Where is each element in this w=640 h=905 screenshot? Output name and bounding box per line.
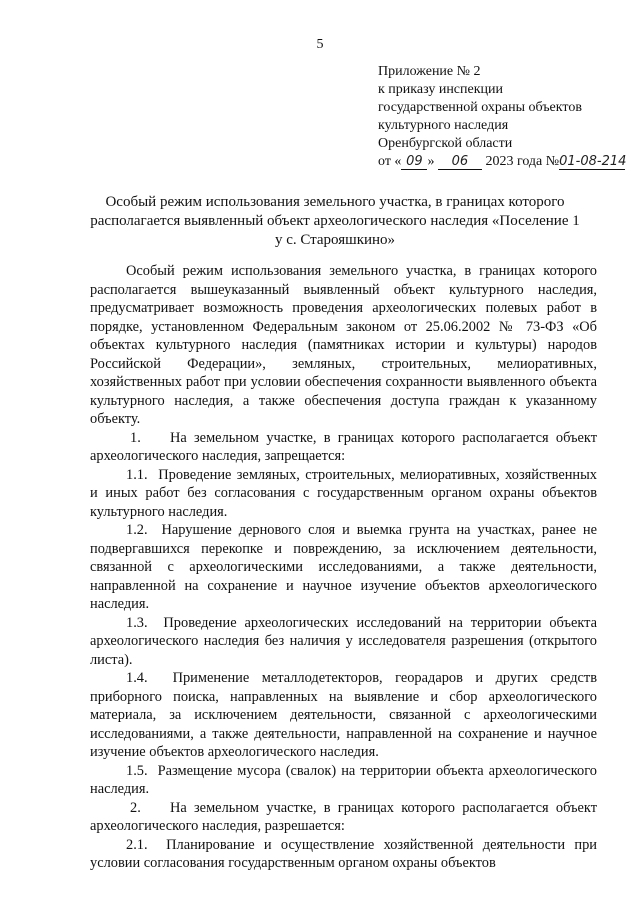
item-text: Нарушение дернового слоя и выемка грунта на участках, ранее не подвергавшихся перекопке и повреждению, за исключением деятельности, связанной с археологическими исследованиями, а также деятельности, направленной на сохранение и научное изучение объектов археологического наследия. — [90, 522, 597, 612]
title-line: у с. Старояшкино» — [274, 232, 396, 248]
item-text: Планирование и осуществление хозяйственной деятельности при условии согласования государственным органом охраны объектов — [90, 836, 597, 871]
item-1-5 — [90, 762, 597, 799]
section-2 — [90, 799, 597, 836]
item-1-2 — [90, 521, 597, 614]
item-number: 1.3. — [126, 614, 148, 631]
item-2-1 — [90, 836, 597, 873]
month-value: 06 — [438, 154, 482, 170]
item-number: 1.5. — [126, 762, 148, 779]
appendix-block — [378, 63, 628, 171]
date-mid: » — [427, 154, 435, 169]
item-1-3 — [90, 614, 597, 670]
appendix-line: культурного наследия — [378, 118, 509, 133]
item-number: 1.1. — [126, 466, 148, 483]
document-body — [90, 262, 597, 873]
item-text: Проведение земляных, строительных, мелиоративных, хозяйственных и иных работ без согласования с государственным органом охраны объектов культурного наследия. — [90, 466, 597, 520]
item-number: 1.2. — [126, 522, 148, 538]
appendix-line: государственной охраны объектов — [378, 100, 582, 115]
document-title — [70, 193, 600, 250]
section-number: 1. — [130, 429, 141, 446]
item-number: 2.1. — [126, 836, 148, 853]
title-line: Особый режим использования земельного участка, в границах которого — [105, 194, 565, 210]
intro-paragraph: Особый режим использования земельного участка, в границах которого располагается вышеуказанный выявленный объект культурного наследия, предусматривает возможность проведения археологических полевых работ в порядке, установленном Федеральным законом от 25.06.2002 № 73-ФЗ «Об объектах культурного наследия (памятниках истории и культуры) народов Российской Федерации», земляных, строительных, мелиоративных, хозяйственных работ при условии обеспечения сохранности выявленного объекта культурного наследия, а также обеспечения доступа граждан к указанному объекту. — [90, 263, 597, 427]
page-number: 5 — [316, 37, 324, 52]
year-text: 2023 года № — [485, 154, 560, 169]
item-text: Проведение археологических исследований на территории объекта археологического наследия без наличия у исследователя разрешения (открытого листа). — [90, 614, 597, 668]
item-1-4 — [90, 669, 597, 762]
section-text: На земельном участке, в границах которого располагается объект археологического наследия, запрещается: — [90, 429, 597, 464]
item-text: Применение металлодетекторов, георадаров и других средств приборного поиска, направленных на выявление и сбор археологического материала, за исключением деятельности, связанной с археологическими исследованиями, а также деятельности, направленной на сохранение и научное изучение объектов археологического наследия. — [90, 670, 597, 760]
section-number: 2. — [130, 799, 141, 816]
appendix-line: к приказу инспекции — [378, 82, 504, 97]
appendix-line: Приложение № 2 — [378, 64, 481, 79]
section-1 — [90, 429, 597, 466]
item-text: Размещение мусора (свалок) на территории объекта археологического наследия. — [90, 762, 597, 797]
day-value: 09 — [401, 154, 427, 170]
item-1-1 — [90, 466, 597, 522]
section-text: На земельном участке, в границах которого располагается объект археологического наследия, разрешается: — [90, 799, 597, 834]
appendix-line: Оренбургской области — [378, 136, 513, 151]
order-number-value: 01-08-214 — [559, 154, 627, 169]
item-number: 1.4. — [126, 670, 148, 686]
date-prefix: от « — [378, 154, 402, 169]
appendix-date-line — [378, 153, 628, 171]
title-line: располагается выявленный объект археологического наследия «Поселение 1 — [90, 213, 580, 229]
